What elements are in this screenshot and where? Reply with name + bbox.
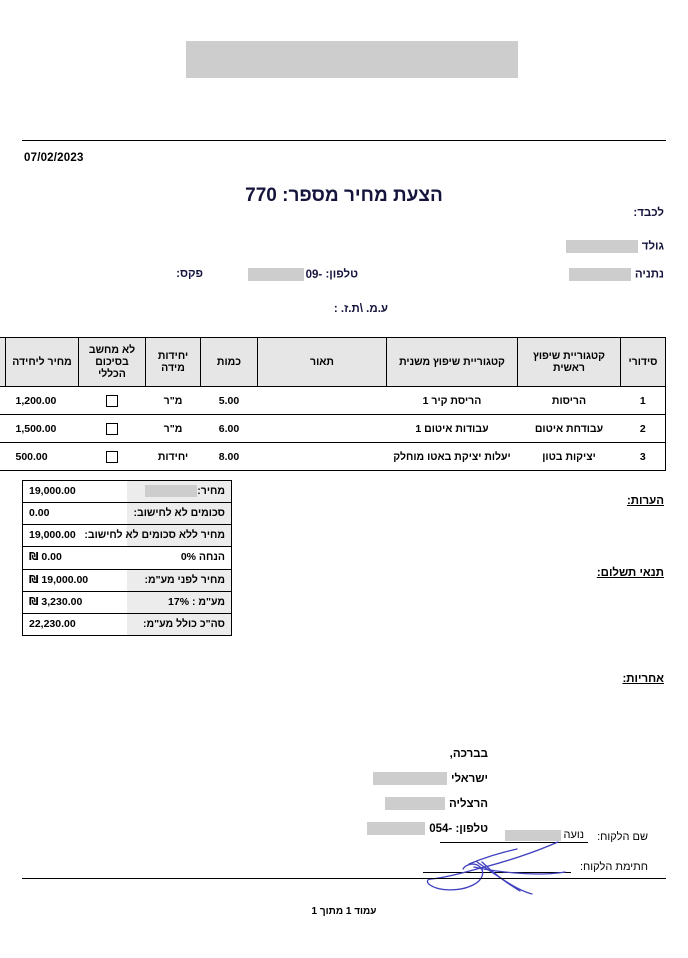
totals-label-price: [127, 481, 232, 503]
recipient-label: לכבד:: [633, 207, 664, 219]
recipient-phone: [248, 268, 358, 281]
col-header-unit: יחידות מידה: [146, 338, 201, 387]
cell-total-price: [0, 387, 6, 415]
section-label-payment-terms: תנאי תשלום:: [596, 567, 664, 579]
section-label-warranty: אחריות:: [622, 673, 664, 685]
closing-sender-city-text: הרצליה: [449, 798, 488, 810]
table-row: [0, 415, 666, 443]
cell-index: 2: [621, 415, 666, 443]
client-signature-field: [423, 858, 648, 873]
closing-sender-name: [367, 767, 488, 792]
client-name-label: שם הלקוח:: [597, 831, 648, 843]
cell-unit: יחידות: [146, 443, 201, 471]
totals-value-grand-total: 22,230.00: [23, 613, 128, 635]
closing-greeting: בברכה,: [449, 748, 488, 760]
totals-label-discount: [127, 547, 232, 569]
cell-primary-category: עבודחת איטום: [518, 415, 621, 443]
cell-index: 3: [621, 443, 666, 471]
cell-secondary-category: יעלות יציקת באטו מוחלק: [387, 443, 518, 471]
client-name-redacted: [505, 830, 561, 841]
currency-symbol: ₪: [29, 595, 39, 608]
totals-discount-rate: 0%: [180, 551, 196, 564]
client-name-field: [440, 828, 648, 843]
totals-value-price: 19,000.00: [23, 481, 128, 503]
closing-phone-redacted: [367, 822, 425, 835]
col-header-description: תאור: [258, 338, 387, 387]
col-header-primary-category: קטגוריית שיפוץ ראשית: [518, 338, 621, 387]
recipient-name-text: גולד: [641, 240, 664, 253]
totals-row-before-vat: [23, 569, 232, 591]
table-row: [0, 387, 666, 415]
page-footer: עמוד 1 מתוך 1: [311, 906, 377, 917]
cell-quantity: 6.00: [201, 415, 258, 443]
client-name-value: נועה: [563, 829, 585, 841]
totals-row-price-without-excluded: [23, 525, 232, 547]
recipient-phone-prefix: 09-: [305, 268, 323, 281]
cell-not-calculated: [79, 443, 146, 471]
totals-row-vat: [23, 591, 232, 613]
col-header-not-calculated: לא מחשב בסיכום הכללי: [79, 338, 146, 387]
totals-value-before-vat: [23, 569, 128, 591]
totals-row-price: [23, 481, 232, 503]
currency-symbol: ₪: [29, 573, 39, 586]
cell-index: 1: [621, 387, 666, 415]
recipient-vat-id-label: ע.מ. \ת.ז. :: [333, 303, 388, 315]
totals-label-vat: [127, 591, 232, 613]
totals-value-price-without-excluded: 19,000.00: [23, 525, 128, 547]
totals-row-discount: [23, 547, 232, 569]
recipient-city-text: נתניה: [634, 268, 664, 281]
closing-sender-address-redacted: [385, 797, 445, 810]
recipient-city: [569, 268, 664, 281]
cell-primary-category: הריסות: [518, 387, 621, 415]
company-logo-redacted: [186, 41, 518, 78]
totals-before-vat-amount: 19,000.00: [41, 573, 89, 586]
totals-vat-amount: 3,230.00: [41, 595, 83, 608]
cell-unit-price: 1,200.00: [6, 387, 79, 415]
closing-phone-prefix: 054-: [429, 823, 453, 835]
col-header-secondary-category: קטגוריית שיפוץ משנית: [387, 338, 518, 387]
totals-value-vat: [23, 591, 128, 613]
cell-unit-price: 500.00: [6, 443, 79, 471]
cell-description: [258, 415, 387, 443]
totals-vat-rate: 17%: [168, 595, 190, 608]
footer-divider: [22, 878, 666, 879]
not-calculated-checkbox[interactable]: [106, 395, 118, 407]
totals-price-redacted: [145, 485, 197, 497]
items-table: [0, 337, 666, 471]
not-calculated-checkbox[interactable]: [106, 423, 118, 435]
recipient-phone-redacted: [248, 268, 304, 281]
totals-label-price-text: מחיר:: [197, 485, 225, 497]
col-header-unit-price: מחיר ליחידה: [6, 338, 79, 387]
closing-phone-label: טלפון:: [455, 823, 488, 835]
totals-row-grand-total: [23, 613, 232, 635]
cell-total-price: [0, 415, 6, 443]
cell-not-calculated: [79, 387, 146, 415]
totals-table: [22, 480, 232, 636]
totals-discount-amount: 0.00: [41, 551, 62, 564]
totals-value-discount: [23, 547, 128, 569]
totals-label-before-vat: מחיר לפני מע"מ:: [127, 569, 232, 591]
closing-sender-city: [367, 792, 488, 817]
cell-primary-category: יציקות בטון: [518, 443, 621, 471]
recipient-address-redacted: [569, 268, 631, 281]
totals-label-vat-text: מע"מ :: [191, 595, 225, 608]
section-label-notes: הערות:: [626, 495, 664, 507]
col-header-quantity: כמות: [201, 338, 258, 387]
cell-description: [258, 443, 387, 471]
recipient-name: [566, 240, 664, 253]
cell-quantity: 5.00: [201, 387, 258, 415]
col-header-index: סידורי: [621, 338, 666, 387]
recipient-phone-label: טלפון:: [325, 268, 358, 281]
recipient-fax-label: פקס:: [176, 268, 203, 280]
closing-block: [367, 742, 488, 842]
totals-value-excluded: 0.00: [23, 503, 128, 525]
closing-sender-name-text: ישראלי: [450, 773, 488, 785]
client-name-value-wrap: [505, 829, 585, 841]
page-title: הצעת מחיר מספר: 770: [245, 185, 443, 206]
totals-row-excluded: [23, 503, 232, 525]
recipient-name-redacted: [566, 240, 638, 253]
currency-symbol: ₪: [29, 551, 39, 564]
document-date: 07/02/2023: [24, 152, 84, 164]
cell-not-calculated: [79, 415, 146, 443]
col-header-total-price: [0, 338, 6, 387]
header-divider: [22, 140, 666, 141]
client-name-line[interactable]: [440, 828, 588, 843]
cell-secondary-category: הריסת קיר 1: [387, 387, 518, 415]
cell-unit: מ"ר: [146, 415, 201, 443]
cell-unit-price: 1,500.00: [6, 415, 79, 443]
cell-unit: מ"ר: [146, 387, 201, 415]
cell-description: [258, 387, 387, 415]
cell-secondary-category: עבודות איטום 1: [387, 415, 518, 443]
client-signature-label: חתימת הלקוח:: [579, 861, 648, 873]
totals-label-discount-text: הנחה: [198, 551, 225, 564]
totals-label-excluded: סכומים לא לחישוב:: [127, 503, 232, 525]
closing-sender-name-redacted: [373, 772, 447, 785]
cell-total-price: [0, 443, 6, 471]
not-calculated-checkbox[interactable]: [106, 451, 118, 463]
totals-label-price-without-excluded: מחיר ללא סכומים לא לחישוב:: [127, 525, 232, 547]
items-table-header-row: [0, 338, 666, 387]
client-signature-line[interactable]: [423, 858, 571, 873]
cell-quantity: 8.00: [201, 443, 258, 471]
totals-label-grand-total: סה"כ כולל מע"מ:: [127, 613, 232, 635]
table-row: [0, 443, 666, 471]
